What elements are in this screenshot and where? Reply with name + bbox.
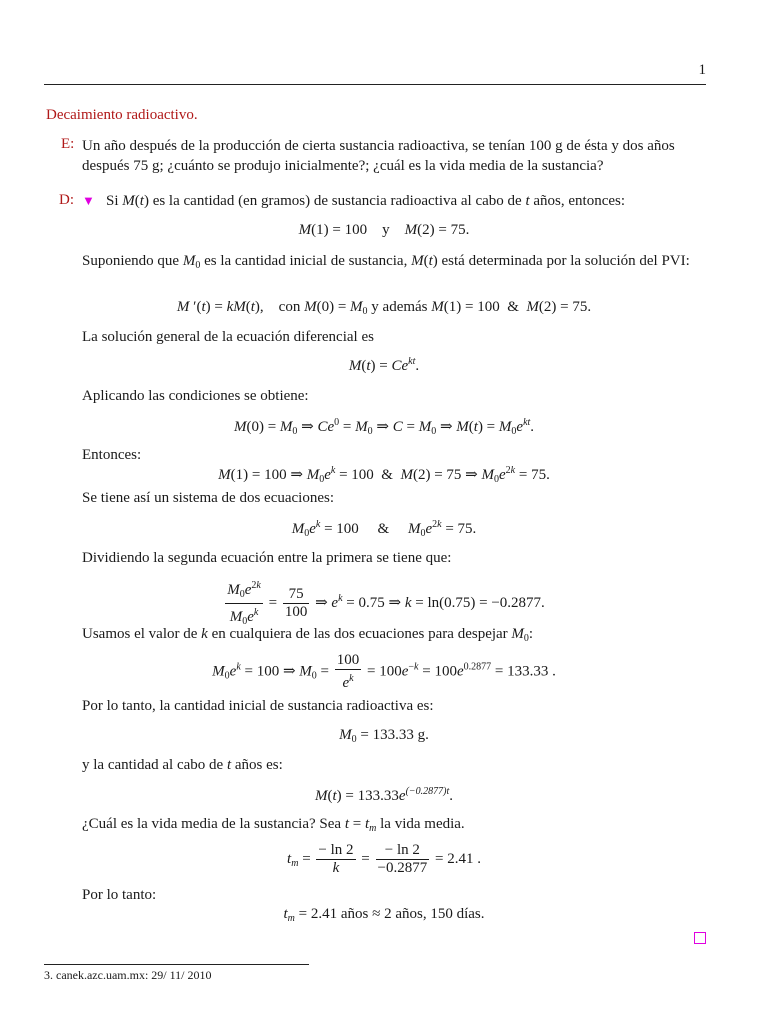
equation-final: $t_m = 2.41$ años ≈ 2 años, 150 días.	[283, 906, 485, 924]
equation-m0: $M_0e^k = 100$ ⇒ $M_0$ = $\frac{100}{e^k}$ = $100e^{-k} = 100e^{0.2877} = 133.33$ .	[212, 652, 556, 691]
equation-apply: $M(0) = M_0$ ⇒ $Ce^0 = M_0$ ⇒ $C = M_0$ ⇒ $M(t) = M_0e^{kt}$.	[233, 417, 535, 437]
therefore-initial-text: Por lo tanto, la cantidad inicial de sustancia radioactiva es:	[82, 698, 434, 714]
page-number: 1	[698, 62, 706, 78]
down-triangle-icon: ▼	[82, 193, 95, 208]
equation-divide: $\frac{M_0e^{2k}}{M_0e^k}$ = $\frac{75}{100}$ ⇒ $e^k = 0.75$ ⇒ k = ln(0.75) = −0.2877.	[0, 577, 768, 630]
applying-text: Aplicando las condiciones se obtiene:	[82, 388, 309, 404]
equation-conditions: M(1) = 100 y M(2) = 75.	[298, 222, 470, 238]
header-rule	[44, 84, 706, 85]
suppose-paragraph: Suponiendo que $M_0$ es la cantidad inicial de sustancia, M(t) está determinada por la solución del PVI:	[82, 253, 690, 271]
section-title: Decaimiento radioactivo.	[46, 107, 198, 123]
use-k-text: Usamos el valor de k en cualquiera de las dos ecuaciones para despejar $M_0$:	[82, 626, 534, 644]
square-icon	[694, 932, 706, 944]
problem-statement: Un año después de la producción de cierta sustancia radioactiva, se tenían 100 g de ésta y dos años después 75 g; ¿cuánto se produjo inicialmente?; ¿cuál es la vida media de la sustancia?	[82, 138, 675, 174]
intro-line: Si M(t) es la cantidad (en gramos) de sustancia radioactiva al cabo de t años, entonces:	[106, 193, 626, 209]
half-life-text: ¿Cuál es la vida media de la sustancia? Sea $t = t_m$ la vida media.	[82, 816, 465, 834]
footnote: 3. canek.azc.uam.mx: 29/ 11/ 2010	[44, 968, 212, 982]
footnote-rule	[44, 964, 309, 965]
system-text: Se tiene así un sistema de dos ecuaciones:	[82, 490, 335, 506]
equation-pvi: M ′(t) = kM(t), con $M(0) = M_0$ y además M(1) = 100 & M(2) = 75.	[176, 299, 592, 317]
equation-half-life: $t_m$ = $\frac{- \ln 2}{k}$ = $\frac{- \ln 2}{-0.2877}$ = 2.41 .	[287, 842, 481, 876]
equation-then: M(1) = 100 ⇒ $M_0e^k = 100$ & M(2) = 75 ⇒ $M_0e^{2k} = 75$.	[218, 465, 550, 485]
therefore-text: Por lo tanto:	[82, 887, 157, 903]
dividing-text: Dividiendo la segunda ecuación entre la primera se tiene que:	[82, 550, 452, 566]
equation-m0-value: $M_0 = 133.33$ g.	[339, 727, 429, 745]
then-text: Entonces:	[82, 447, 142, 463]
equation-general: $M(t) = Ce^{kt}$.	[348, 356, 420, 374]
amount-text: y la cantidad al cabo de t años es:	[82, 757, 283, 773]
problem-label: E:	[61, 136, 75, 152]
general-solution-text: La solución general de la ecuación diferencial es	[82, 329, 374, 345]
solution-label: D:	[59, 192, 74, 208]
equation-system: $M_0e^k = 100$ & $M_0e^{2k} = 75$.	[291, 519, 477, 539]
equation-mt: $M(t) = 133.33e^{(-0.2877)t}$.	[315, 786, 453, 804]
